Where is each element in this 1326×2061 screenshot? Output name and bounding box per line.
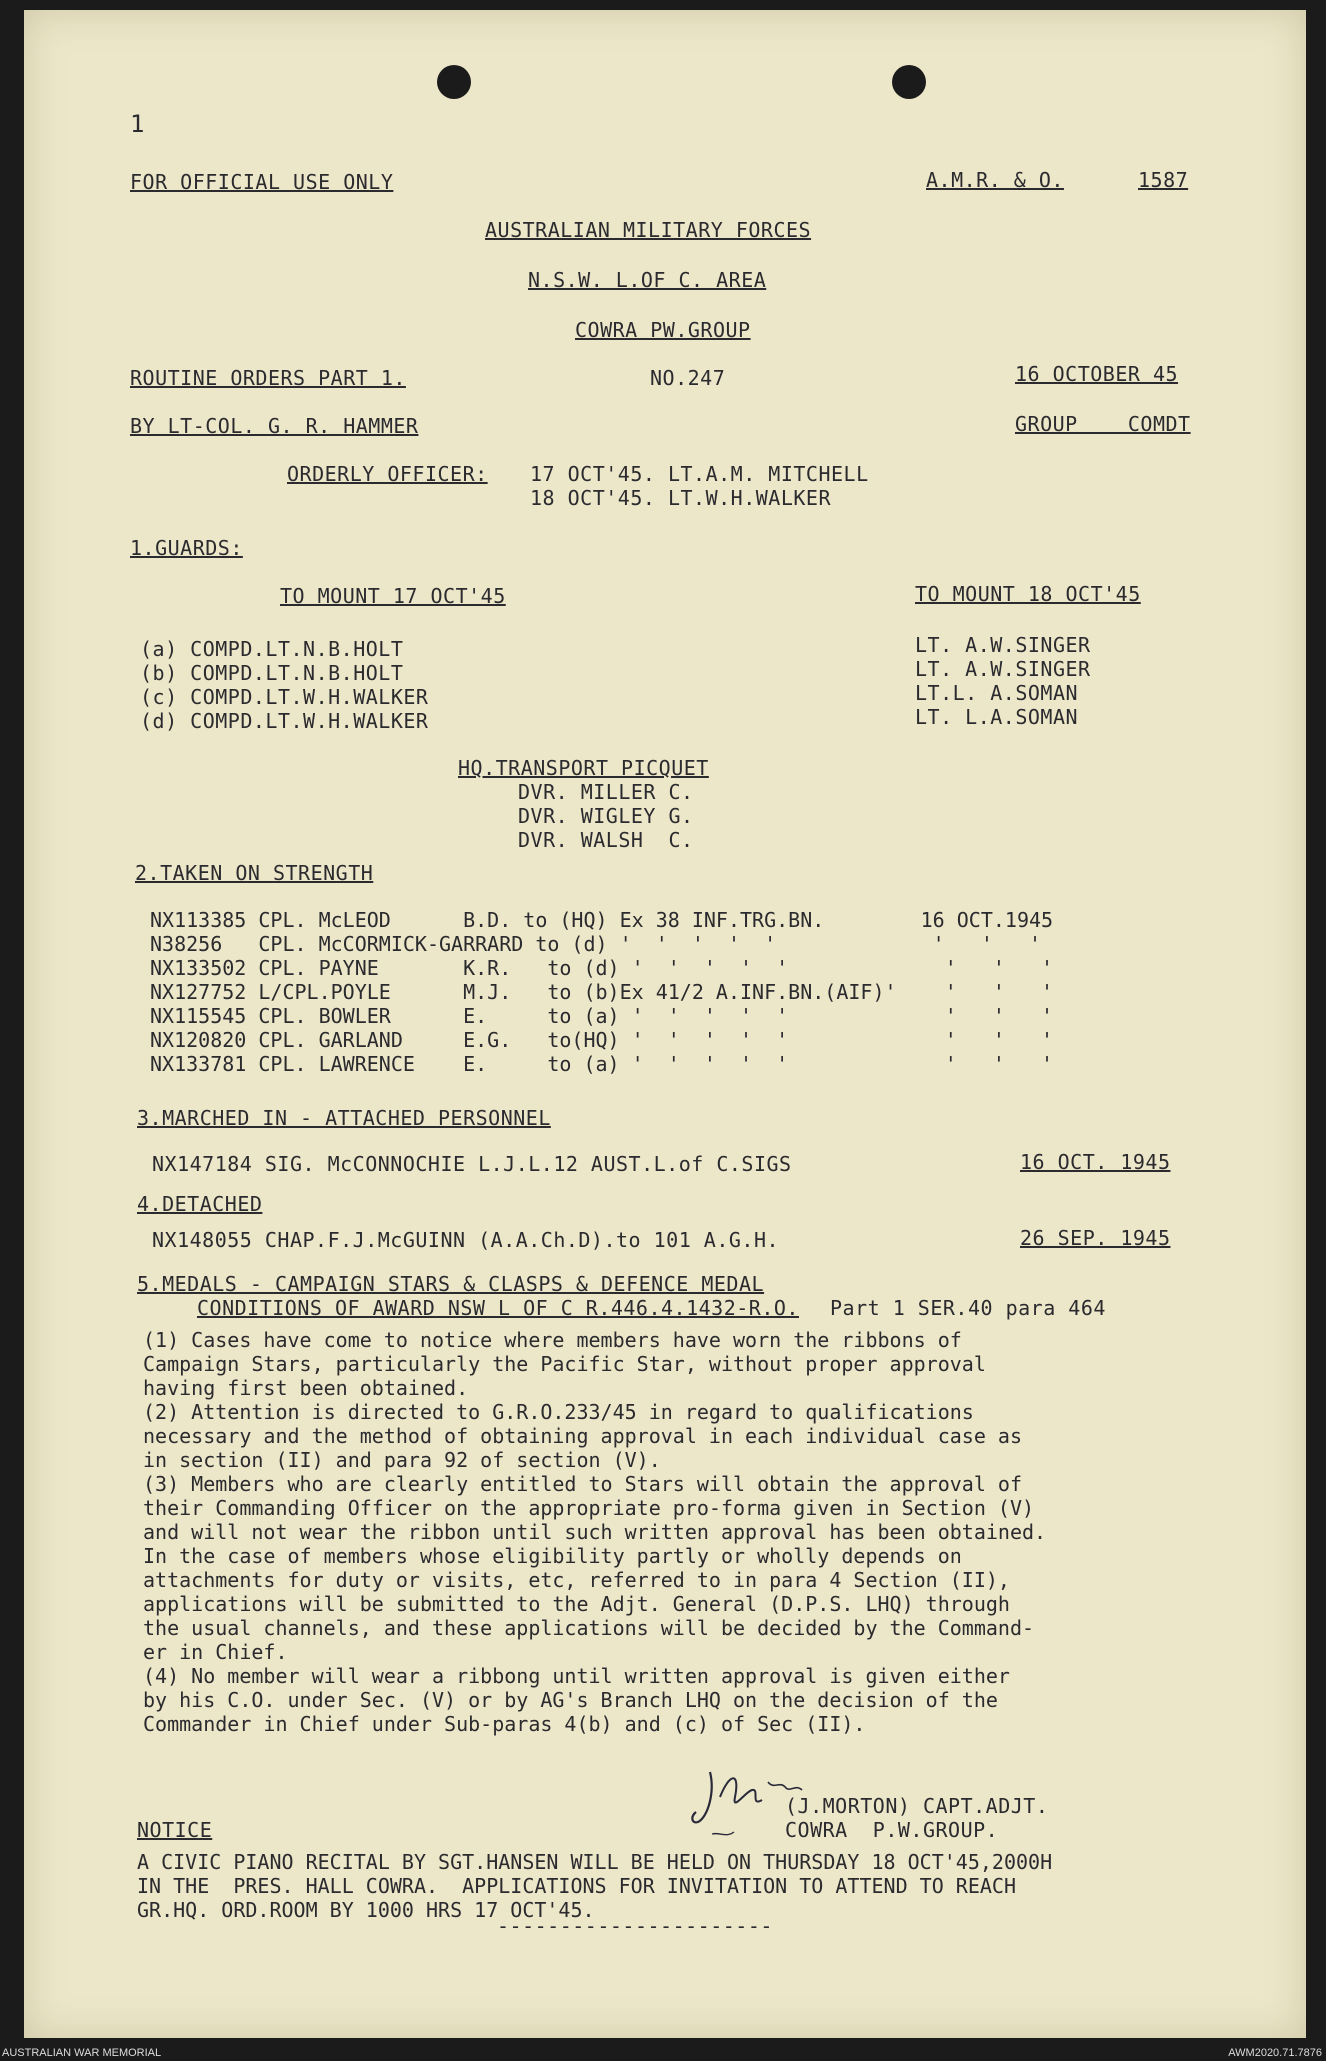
guard-row-d-right: LT. L.A.SOMAN xyxy=(915,705,1079,729)
detached-date: 26 SEP. 1945 xyxy=(1020,1226,1171,1250)
medals-para-3: (3) Members who are clearly entitled to Stars will obtain the approval of their Commanding Officer on the appropriate pro-forma given in Section (V) and will not wear the ribbon until such written approval has been obtained. In the case of members whose eligibility partly or wholly depends on attachments for duty or visits, etc, referred to in para 4 Section (II), applications will be submitted to the Adjt. General (D.P.S. LHQ) through the usual channels, and these applications will be decided by the Command- er in Chief. xyxy=(143,1472,1047,1664)
detached-heading: 4.DETACHED xyxy=(137,1192,263,1216)
guards-heading: 1.GUARDS: xyxy=(130,536,243,560)
notice-heading: NOTICE xyxy=(137,1818,213,1842)
tos-row: NX127752 L/CPL.POYLE M.J. to (b)Ex 41/2 A.INF.BN.(AIF)' ' ' ' xyxy=(150,980,1054,1004)
medals-para-4: (4) No member will wear a ribbong until written approval is given either by his C.O. under Sec. (V) or by AG's Branch LHQ on the decision of the Commander in Chief under Sub-paras 4(b) and (c) of Sec (II). xyxy=(143,1664,1010,1736)
punch-hole-left xyxy=(437,65,471,99)
medals-para-2: (2) Attention is directed to G.R.O.233/45 in regard to qualifications necessary and the method of obtaining approval in each individual case as in section (II) and para 92 of section (V). xyxy=(143,1400,1022,1472)
guard-row-b-left: (b) COMPD.LT.N.B.HOLT xyxy=(140,661,404,685)
notice-text: A CIVIC PIANO RECITAL BY SGT.HANSEN WILL BE HELD ON THURSDAY 18 OCT'45,2000H IN THE PRES. HALL COWRA. APPLICATIONS FOR INVITATION TO ATTEND TO REACH GR.HQ. ORD.ROOM BY 1000 HRS 17 OCT'45. xyxy=(137,1850,1053,1922)
guard-row-a-right: LT. A.W.SINGER xyxy=(915,633,1091,657)
picquet-member: DVR. WALSH C. xyxy=(518,828,694,852)
tos-row: NX113385 CPL. McLEOD B.D. to (HQ) Ex 38 INF.TRG.BN. 16 OCT.1945 xyxy=(150,908,1054,932)
picquet-heading: HQ.TRANSPORT PICQUET xyxy=(458,756,709,780)
medals-para-1: (1) Cases have come to notice where members have worn the ribbons of Campaign Stars, particularly the Pacific Star, without proper approval having first been obtained. xyxy=(143,1328,986,1400)
group-comdt: GROUP COMDT xyxy=(1015,412,1191,436)
guard-row-d-left: (d) COMPD.LT.W.H.WALKER xyxy=(140,709,429,733)
footer-reference: AWM2020.71.7876 xyxy=(1228,2047,1322,2059)
footer-archive: AUSTRALIAN WAR MEMORIAL xyxy=(2,2047,162,2059)
org-line-1: AUSTRALIAN MILITARY FORCES xyxy=(485,218,812,242)
guard-row-b-right: LT. A.W.SINGER xyxy=(915,657,1091,681)
orderly-officer-label: ORDERLY OFFICER: xyxy=(287,462,488,486)
routine-orders: ROUTINE ORDERS PART 1. xyxy=(130,366,406,390)
notice-rule: ---------------------- xyxy=(497,1914,773,1938)
guard-row-c-right: LT.L. A.SOMAN xyxy=(915,681,1079,705)
signatory-name: (J.MORTON) CAPT.ADJT. xyxy=(785,1794,1049,1818)
taken-on-strength-heading: 2.TAKEN ON STRENGTH xyxy=(135,861,374,885)
medals-conditions-ref: Part 1 SER.40 para 464 xyxy=(830,1296,1106,1320)
marched-in-row: NX147184 SIG. McCONNOCHIE L.J.L.12 AUST.L.of C.SIGS xyxy=(152,1152,792,1176)
tos-row: NX115545 CPL. BOWLER E. to (a) ' ' ' ' ' ' ' ' xyxy=(150,1004,1054,1028)
detached-row: NX148055 CHAP.F.J.McGUINN (A.A.Ch.D).to 101 A.G.H. xyxy=(152,1228,780,1252)
reference-label: A.M.R. & O. xyxy=(926,168,1064,192)
issued-by: BY LT-COL. G. R. HAMMER xyxy=(130,414,419,438)
order-date: 16 OCTOBER 45 xyxy=(1015,362,1179,386)
org-line-2: N.S.W. L.OF C. AREA xyxy=(528,268,767,292)
picquet-member: DVR. WIGLEY G. xyxy=(518,804,694,828)
orderly-officer-1: 17 OCT'45. LT.A.M. MITCHELL xyxy=(530,462,869,486)
medals-heading: 5.MEDALS - CAMPAIGN STARS & CLASPS & DEFENCE MEDAL xyxy=(137,1272,765,1296)
guards-col1-heading: TO MOUNT 17 OCT'45 xyxy=(280,584,506,608)
picquet-member: DVR. MILLER C. xyxy=(518,780,694,804)
punch-hole-right xyxy=(892,65,926,99)
page-mark: 1 xyxy=(130,110,145,138)
reference-number: 1587 xyxy=(1138,168,1189,192)
marched-in-date: 16 OCT. 1945 xyxy=(1020,1150,1171,1174)
order-number: NO.247 xyxy=(650,366,726,390)
tos-row: NX133781 CPL. LAWRENCE E. to (a) ' ' ' ' ' ' ' ' xyxy=(150,1052,1054,1076)
signatory-unit: COWRA P.W.GROUP. xyxy=(785,1818,999,1842)
guard-row-c-left: (c) COMPD.LT.W.H.WALKER xyxy=(140,685,429,709)
tos-row: NX120820 CPL. GARLAND E.G. to(HQ) ' ' ' ' ' ' ' ' xyxy=(150,1028,1054,1052)
tos-row: NX133502 CPL. PAYNE K.R. to (d) ' ' ' ' ' ' ' ' xyxy=(150,956,1054,980)
orderly-officer-2: 18 OCT'45. LT.W.H.WALKER xyxy=(530,486,831,510)
classification: FOR OFFICIAL USE ONLY xyxy=(130,170,394,194)
medals-conditions: CONDITIONS OF AWARD NSW L OF C R.446.4.1432-R.O. xyxy=(197,1296,799,1320)
marched-in-heading: 3.MARCHED IN - ATTACHED PERSONNEL xyxy=(137,1106,551,1130)
org-line-3: COWRA PW.GROUP xyxy=(575,318,751,342)
guards-col2-heading: TO MOUNT 18 OCT'45 xyxy=(915,582,1141,606)
guard-row-a-left: (a) COMPD.LT.N.B.HOLT xyxy=(140,637,404,661)
tos-row: N38256 CPL. McCORMICK-GARRARD to (d) ' ' ' ' ' ' ' ' xyxy=(150,932,1042,956)
